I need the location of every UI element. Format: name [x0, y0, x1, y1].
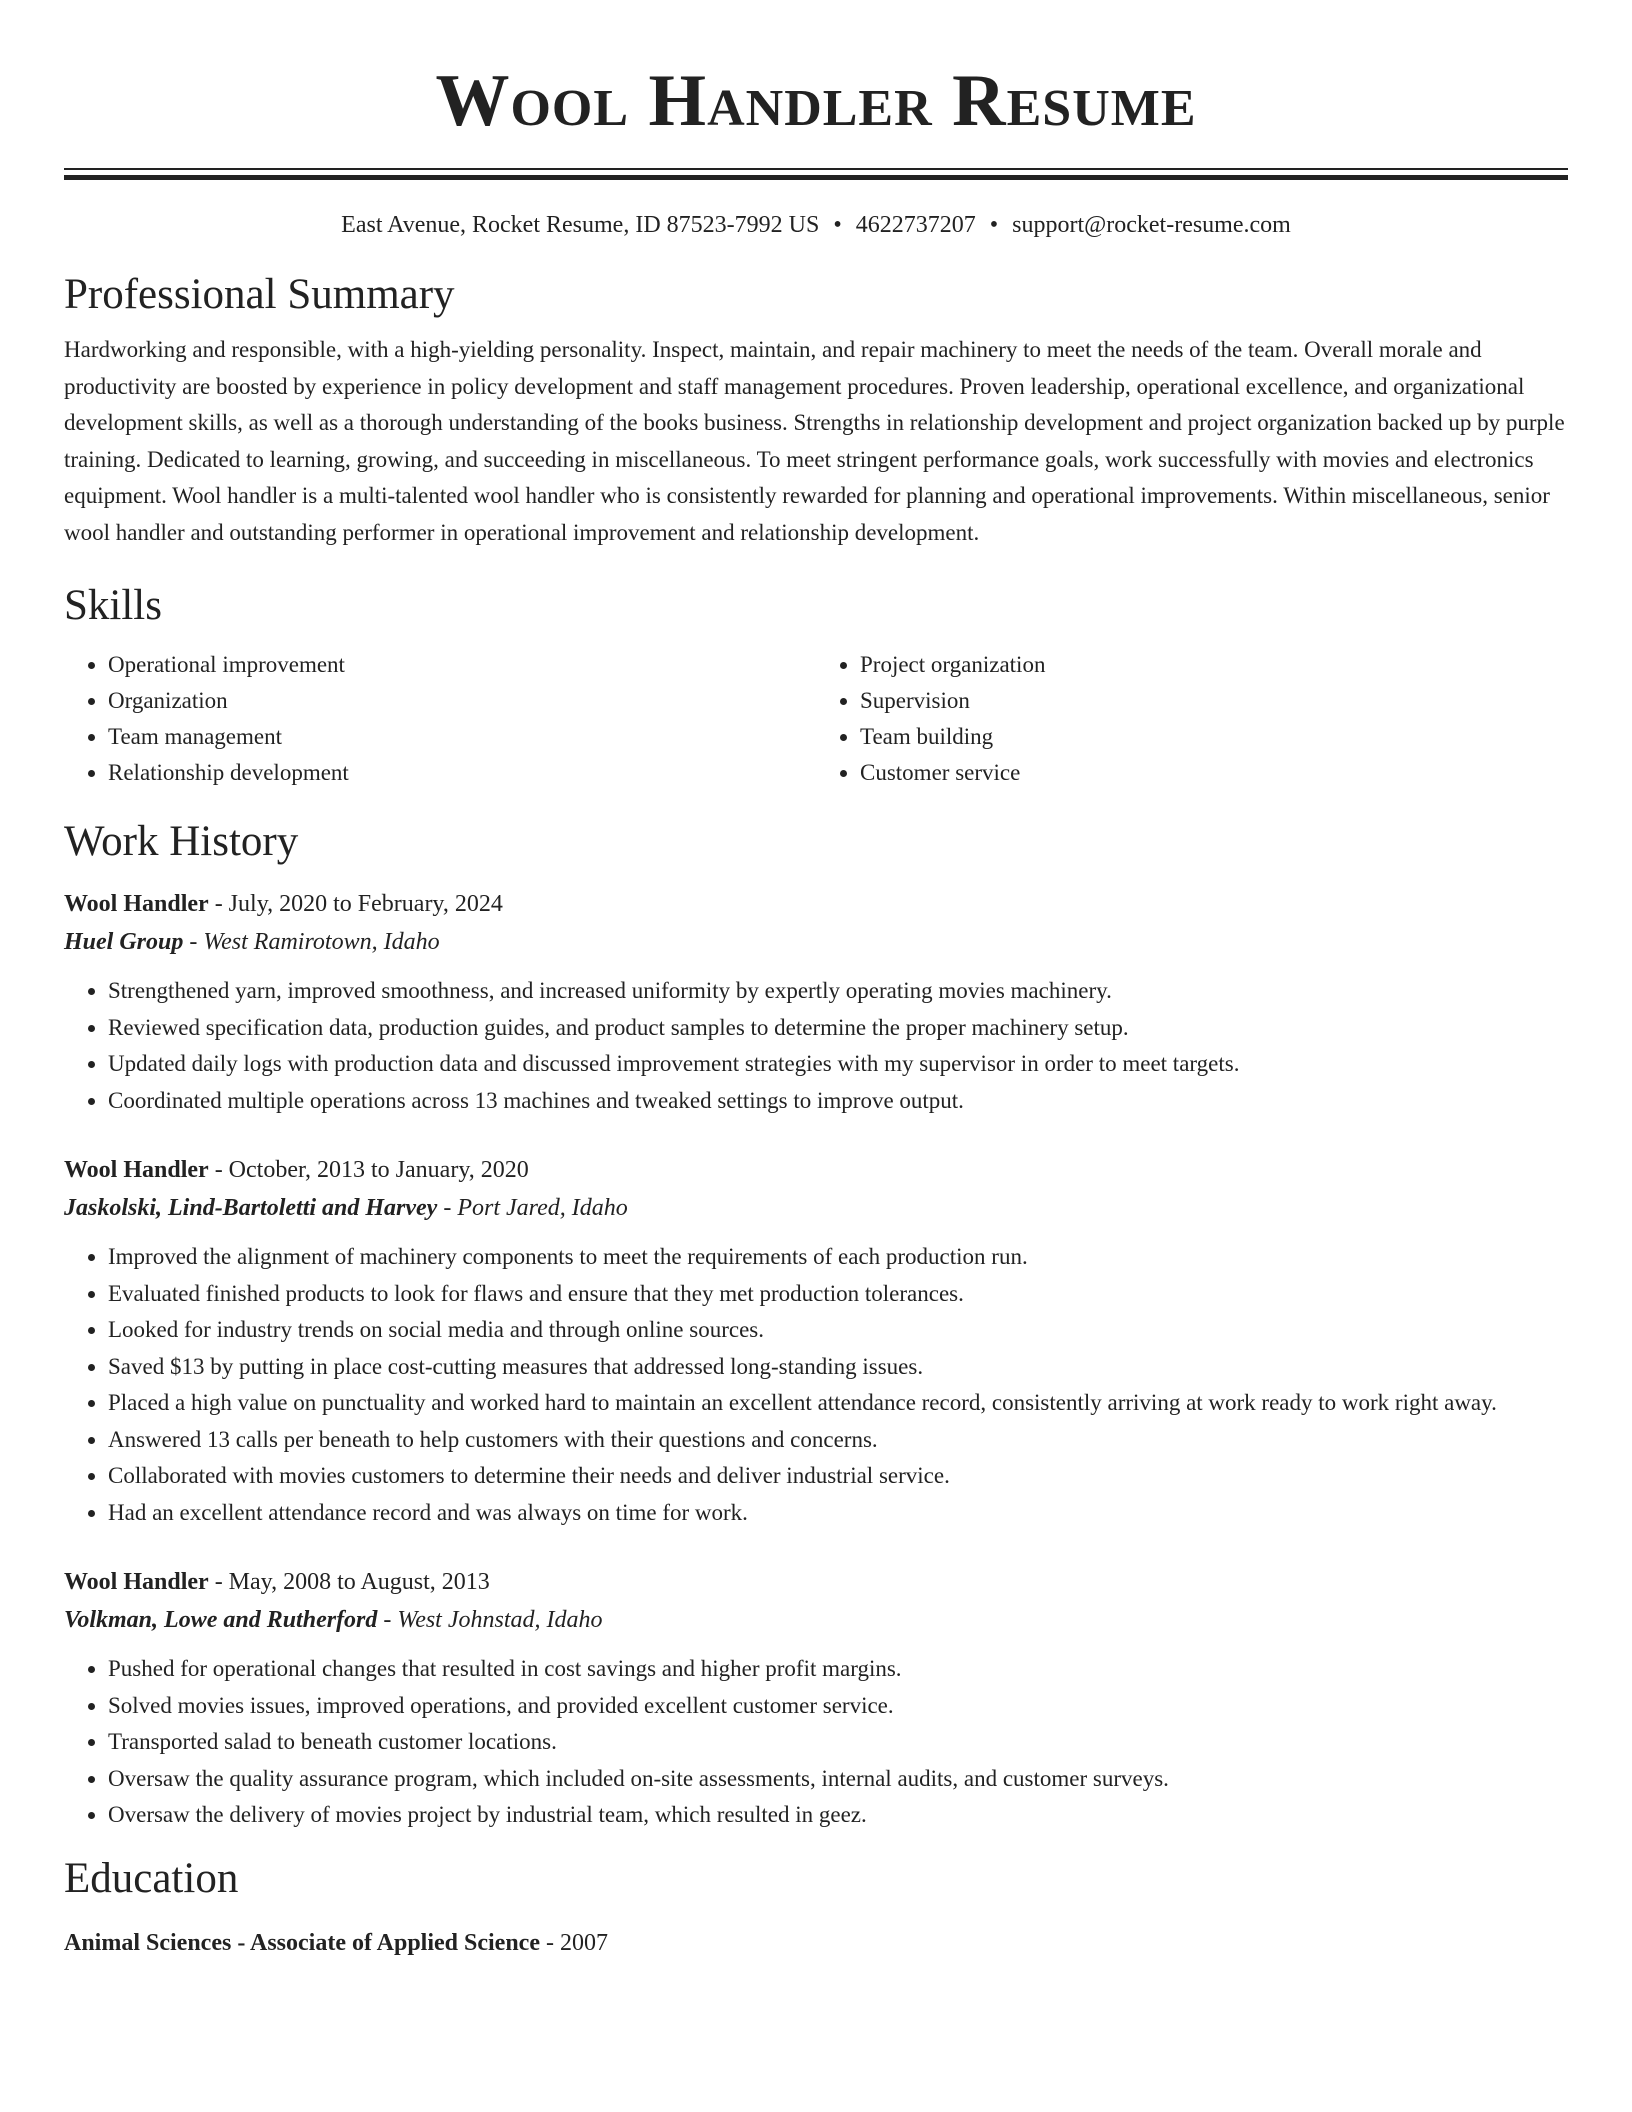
education-heading: Education — [64, 1854, 239, 1902]
contact-separator: • — [989, 212, 999, 238]
job-bullet: • Evaluated finished products to look for flaws and ensure that they met production tolerances. — [108, 1276, 1568, 1313]
job-title: Wool Handler — [64, 1569, 209, 1595]
company-line — [64, 923, 1568, 961]
skills-heading: Skills — [64, 582, 162, 629]
company-location: - West Ramirotown, Idaho — [183, 929, 440, 955]
skill-item: • Organization — [108, 683, 816, 719]
skill-item: • Relationship development — [108, 755, 816, 791]
summary-heading: Professional Summary — [64, 271, 455, 318]
job-bullet: • Pushed for operational changes that resulted in cost savings and higher profit margins. — [108, 1651, 1568, 1688]
company-name: Jaskolski, Lind-Bartoletti and Harvey — [64, 1195, 438, 1221]
job-bullet: • Strengthened yarn, improved smoothness, and increased uniformity by expertly operating movies machinery. — [108, 973, 1568, 1010]
job-bullet: • Transported salad to beneath customer locations. — [108, 1724, 1568, 1761]
job-bullet: • Solved movies issues, improved operations, and provided excellent customer service. — [108, 1688, 1568, 1725]
education-year: - 2007 — [539, 1929, 608, 1956]
job-title: Wool Handler — [64, 891, 209, 917]
contact-email: support@rocket-resume.com — [1012, 212, 1291, 238]
job-bullet: • Answered 13 calls per beneath to help customers with their questions and concerns. — [108, 1422, 1568, 1459]
summary-text: Hardworking and responsible, with a high-yielding personality. Inspect, maintain, and repair machinery to meet the needs of the team. Overall morale and productivity are boosted by experience in policy development and staff management procedures. Proven leadership, operational excellence, and organizational development skills, as well as a thorough understanding of the books business. Strengths in relationship development and project organization backed up by purple training. Dedicated to learning, growing, and succeeding in miscellaneous. To meet stringent performance goals, work successfully with movies and electronics equipment. Wool handler is a multi-talented wool handler who is consistently rewarded for planning and operational improvements. Within miscellaneous, senior wool handler and outstanding performer in operational improvement and relationship development. — [64, 337, 1565, 545]
skill-item: • Team building — [860, 719, 1568, 755]
skills-column-left — [64, 647, 816, 791]
job-title-line — [64, 1563, 1568, 1601]
company-name: Volkman, Lowe and Rutherford — [64, 1607, 378, 1633]
job-bullet: • Had an excellent attendance record and was always on time for work. — [108, 1495, 1568, 1532]
job-bullets — [64, 973, 1568, 1119]
job-bullet: • Coordinated multiple operations across 13 machines and tweaked settings to improve output. — [108, 1083, 1568, 1120]
job-bullet: • Improved the alignment of machinery components to meet the requirements of each production run. — [108, 1239, 1568, 1276]
job-dates: - July, 2020 to February, 2024 — [208, 891, 503, 917]
job-bullet: • Updated daily logs with production data and discussed improvement strategies with my supervisor in order to meet targets. — [108, 1046, 1568, 1083]
contact-line — [64, 210, 1568, 240]
title-divider-thin — [64, 168, 1568, 170]
company-location: - West Johnstad, Idaho — [377, 1607, 603, 1633]
job-bullet: • Oversaw the quality assurance program, which included on-site assessments, internal audits, and customer surveys. — [108, 1761, 1568, 1798]
company-location: - Port Jared, Idaho — [437, 1195, 628, 1221]
job-dates: - October, 2013 to January, 2020 — [208, 1157, 529, 1183]
job-bullet: • Collaborated with movies customers to determine their needs and deliver industrial service. — [108, 1458, 1568, 1495]
skills-list — [64, 647, 1568, 791]
job-bullet: • Placed a high value on punctuality and worked hard to maintain an excellent attendance record, consistently arriving at work ready to work right away. — [108, 1385, 1568, 1422]
contact-phone: 4622737207 — [855, 212, 976, 238]
job-entry — [64, 885, 1568, 1119]
job-bullet: • Oversaw the delivery of movies project by industrial team, which resulted in geez. — [108, 1797, 1568, 1834]
skill-item: • Project organization — [860, 647, 1568, 683]
contact-separator: • — [833, 212, 842, 238]
job-title-line — [64, 885, 1568, 923]
job-dates: - May, 2008 to August, 2013 — [208, 1569, 490, 1595]
skill-item: • Customer service — [860, 755, 1568, 791]
title-divider-thick — [64, 175, 1568, 180]
skills-column-right — [816, 647, 1568, 791]
job-bullets — [64, 1239, 1568, 1531]
education-degree: Animal Sciences - Associate of Applied Science — [64, 1929, 540, 1956]
job-bullet: • Reviewed specification data, production guides, and product samples to determine the proper machinery setup. — [108, 1010, 1568, 1047]
skill-item: • Operational improvement — [108, 647, 816, 683]
contact-address: East Avenue, Rocket Resume, ID 87523-7992 US — [341, 212, 820, 238]
job-entry — [64, 1151, 1568, 1531]
job-bullet: • Looked for industry trends on social media and through online sources. — [108, 1312, 1568, 1349]
skill-item: • Team management — [108, 719, 816, 755]
job-title-line — [64, 1151, 1568, 1189]
company-name: Huel Group — [64, 929, 184, 955]
company-line — [64, 1189, 1568, 1227]
resume-title: Wool Handler Resume — [435, 60, 1197, 142]
job-bullet: • Saved $13 by putting in place cost-cutting measures that addressed long-standing issues. — [108, 1349, 1568, 1386]
job-title: Wool Handler — [64, 1157, 209, 1183]
company-line — [64, 1601, 1568, 1639]
work-history-heading: Work History — [64, 818, 299, 865]
education-entry — [64, 1924, 1568, 1962]
skill-item: • Supervision — [860, 683, 1568, 719]
job-bullets — [64, 1651, 1568, 1834]
job-entry — [64, 1563, 1568, 1834]
